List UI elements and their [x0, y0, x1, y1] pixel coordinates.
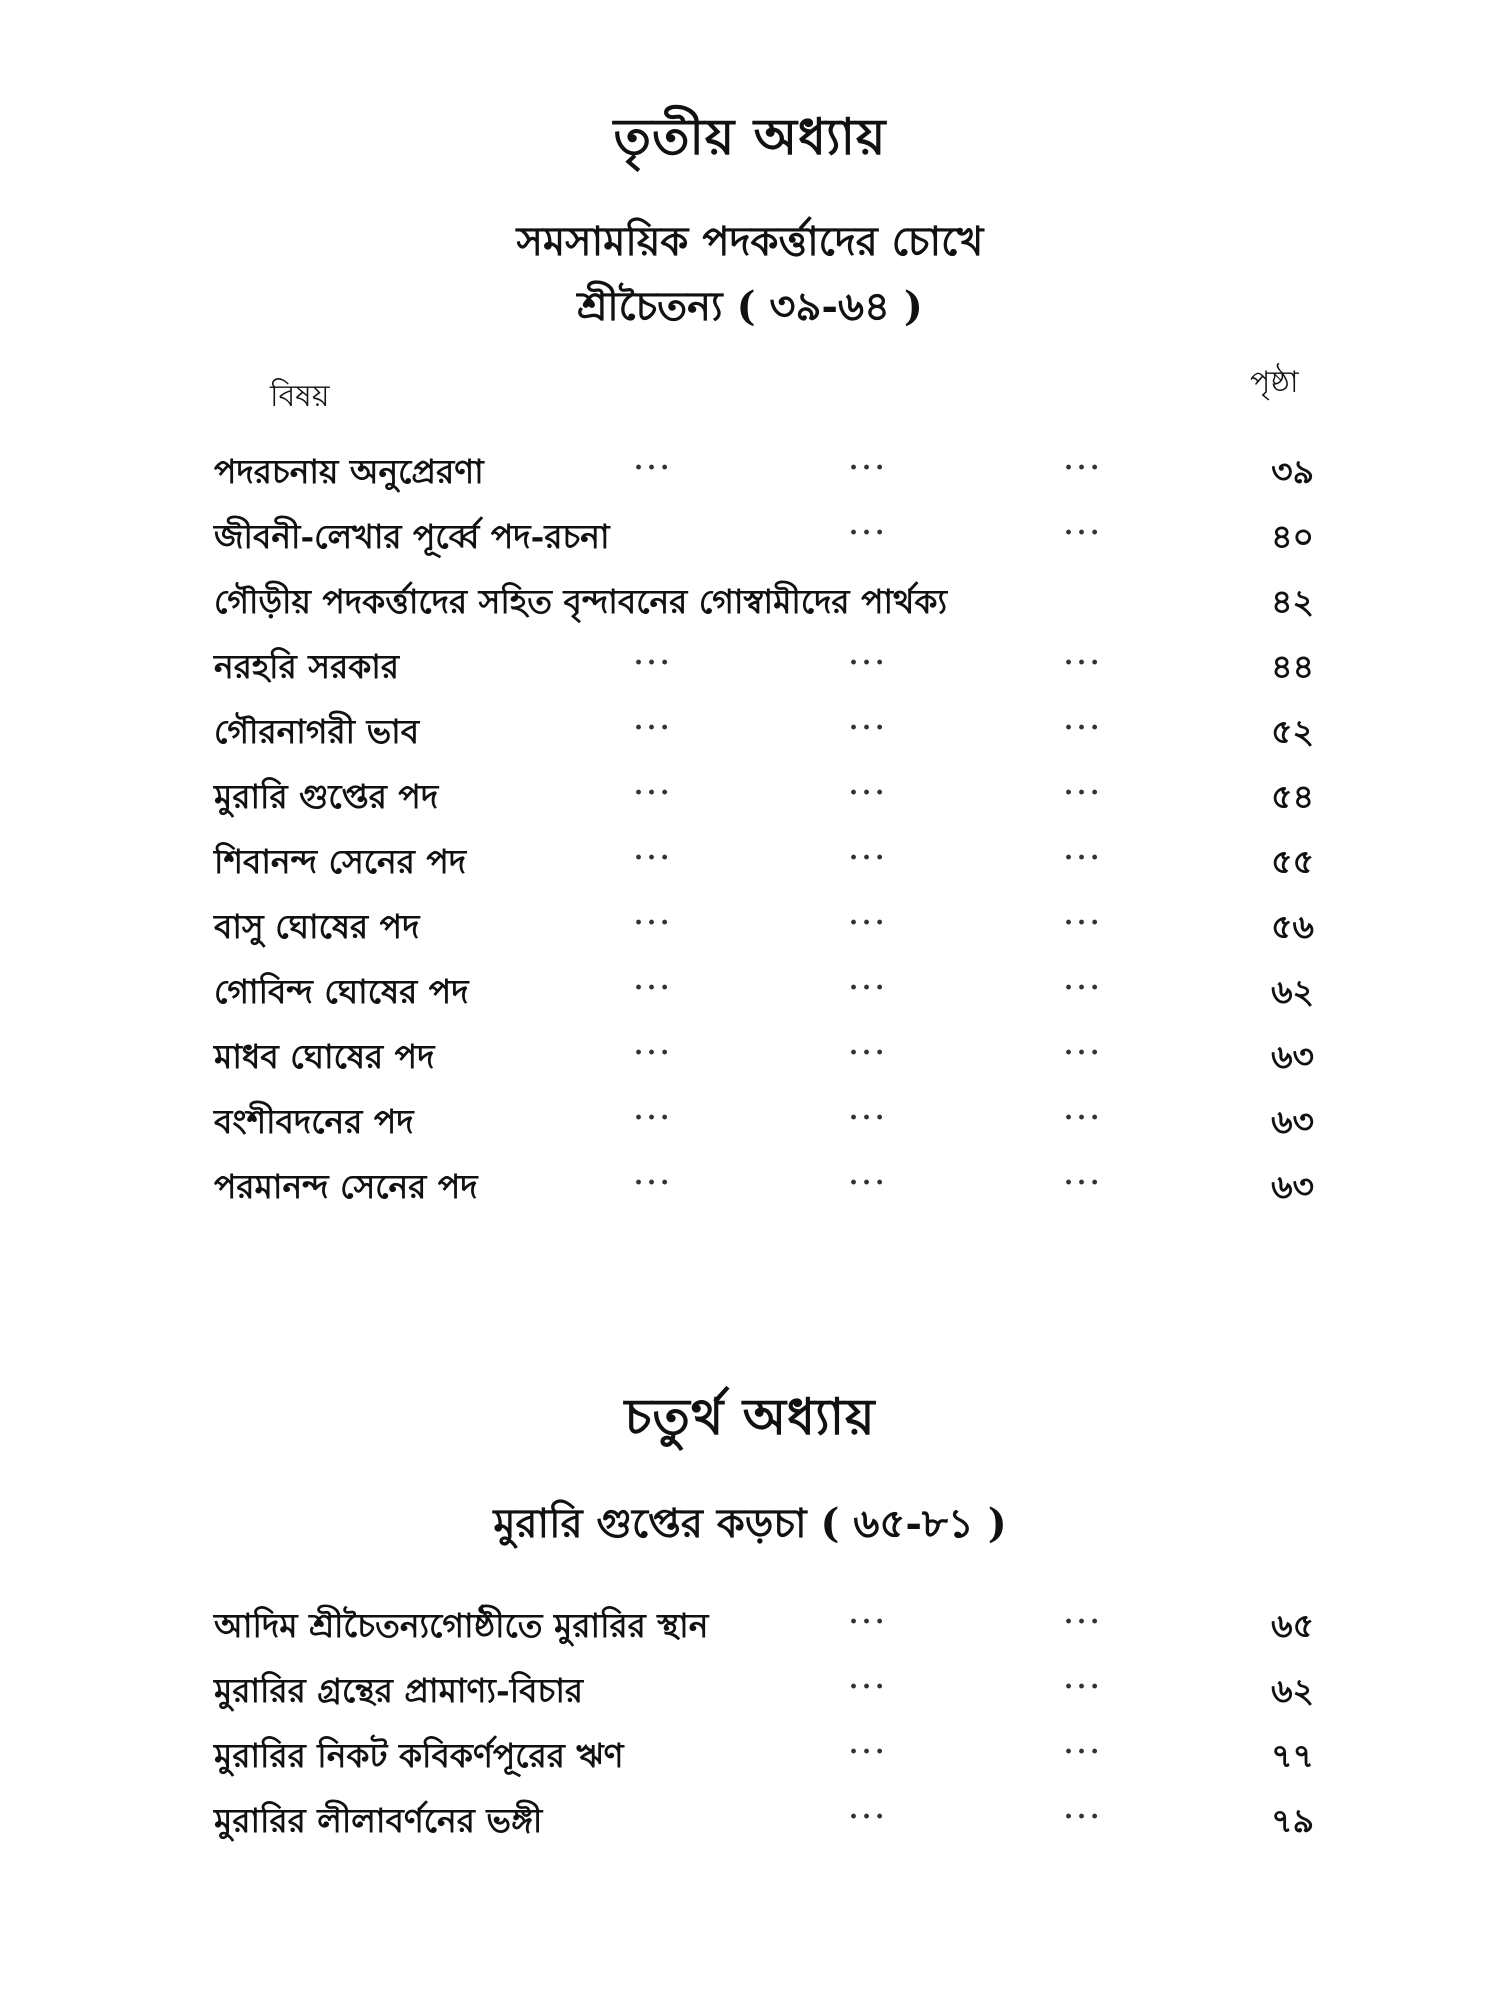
toc-page-number: ৪২ [1271, 582, 1314, 621]
toc-page-number: ৫৫ [1271, 842, 1314, 881]
leader-dots: ... [849, 641, 889, 671]
toc-topic: পদরচনায় অনুপ্রেরণা [214, 452, 484, 491]
chapter4-subtitle: মুরারি গুপ্তের কড়চা ( ৬৫-৮১ ) [493, 1500, 1007, 1547]
chapter3-subtitle-line2: শ্রীচৈতন্য ( ৩৯-৬৪ ) [577, 283, 923, 330]
toc-row [214, 1730, 1314, 1780]
leader-dots: ... [634, 836, 674, 866]
toc-topic: নরহরি সরকার [214, 647, 400, 686]
leader-dots: ... [634, 966, 674, 996]
toc-page-number: ৫৬ [1271, 907, 1314, 946]
leader-dots: ... [1064, 1730, 1104, 1760]
leader-dots: ... [849, 446, 889, 476]
toc-row [214, 576, 1314, 626]
toc-topic: মুরারি গুপ্তের পদ [214, 777, 439, 816]
leader-dots: ... [1064, 1795, 1104, 1825]
toc-topic: আদিম শ্রীচৈতন্যগোষ্ঠীতে মুরারির স্থান [214, 1606, 709, 1645]
toc-row [214, 1665, 1314, 1715]
leader-dots: ... [634, 1031, 674, 1061]
leader-dots: ... [1064, 836, 1104, 866]
toc-topic: মুরারির গ্রন্থের প্রামাণ্য-বিচার [214, 1671, 584, 1710]
leader-dots: ... [634, 706, 674, 736]
leader-dots: ... [1064, 1665, 1104, 1695]
leader-dots: ... [634, 446, 674, 476]
toc-page-number: ৩৯ [1271, 452, 1314, 491]
leader-dots: ... [1064, 446, 1104, 476]
leader-dots: ... [1064, 641, 1104, 671]
toc-page-number: ৬৫ [1271, 1606, 1314, 1645]
toc-row [214, 641, 1314, 691]
toc-topic: মুরারির লীলাবর্ণনের ভঙ্গী [214, 1801, 543, 1840]
toc-row [214, 1600, 1314, 1650]
toc-row [214, 836, 1314, 886]
column-label-page: পৃষ্ঠা [1250, 365, 1299, 400]
toc-topic: বংশীবদনের পদ [214, 1102, 414, 1141]
column-label-subject: বিষয় [270, 379, 330, 414]
leader-dots: ... [634, 1161, 674, 1191]
leader-dots: ... [1064, 771, 1104, 801]
toc-page-number: ৫২ [1271, 712, 1314, 751]
toc-topic: গৌড়ীয় পদকর্ত্তাদের সহিত বৃন্দাবনের গোস্বামীদের পার্থক্য [214, 582, 948, 621]
leader-dots: ... [634, 641, 674, 671]
leader-dots: ... [849, 706, 889, 736]
leader-dots: ... [849, 1161, 889, 1191]
toc-page-number: ৬৩ [1271, 1102, 1314, 1141]
leader-dots: ... [1064, 966, 1104, 996]
toc-row [214, 1031, 1314, 1081]
leader-dots: ... [849, 511, 889, 541]
toc-topic: বাসু ঘোষের পদ [214, 907, 420, 946]
leader-dots: ... [849, 901, 889, 931]
leader-dots: ... [1064, 1096, 1104, 1126]
toc-topic: পরমানন্দ সেনের পদ [214, 1167, 478, 1206]
leader-dots: ... [849, 1600, 889, 1630]
leader-dots: ... [849, 1096, 889, 1126]
leader-dots: ... [1064, 901, 1104, 931]
toc-page-number: ৬৩ [1271, 1167, 1314, 1206]
chapter4-title: চতুর্থ অধ্যায় [624, 1387, 876, 1446]
toc-row [214, 511, 1314, 561]
chapter3-title: তৃতীয় অধ্যায় [613, 107, 887, 166]
toc-row [214, 771, 1314, 821]
toc-page-number: ৬২ [1271, 972, 1314, 1011]
toc-row [214, 706, 1314, 756]
toc-page-number: ৪০ [1271, 517, 1314, 556]
leader-dots: ... [1064, 1161, 1104, 1191]
leader-dots: ... [1064, 511, 1104, 541]
leader-dots: ... [1064, 1031, 1104, 1061]
leader-dots: ... [849, 1795, 889, 1825]
toc-row [214, 446, 1314, 496]
toc-row [214, 966, 1314, 1016]
toc-topic: জীবনী-লেখার পূর্ব্বে পদ-রচনা [214, 517, 610, 556]
toc-page-number: ৫৪ [1271, 777, 1314, 816]
toc-topic: শিবানন্দ সেনের পদ [214, 842, 467, 881]
toc-topic: গৌরনাগরী ভাব [214, 712, 420, 751]
leader-dots: ... [849, 1665, 889, 1695]
toc-page-number: ৭৯ [1271, 1801, 1314, 1840]
leader-dots: ... [849, 771, 889, 801]
leader-dots: ... [634, 1096, 674, 1126]
leader-dots: ... [849, 836, 889, 866]
toc-page-number: ৭৭ [1271, 1736, 1314, 1775]
leader-dots: ... [849, 966, 889, 996]
toc-page-number: ৬৩ [1271, 1037, 1314, 1076]
toc-page-number: ৬২ [1271, 1671, 1314, 1710]
leader-dots: ... [849, 1730, 889, 1760]
toc-row [214, 1096, 1314, 1146]
toc-row [214, 901, 1314, 951]
toc-topic: গোবিন্দ ঘোষের পদ [214, 972, 469, 1011]
toc-row [214, 1795, 1314, 1845]
chapter3-subtitle-line1: সমসাময়িক পদকর্ত্তাদের চোখে [516, 218, 984, 265]
leader-dots: ... [634, 901, 674, 931]
toc-page-number: ৪৪ [1271, 647, 1314, 686]
toc-topic: মাধব ঘোষের পদ [214, 1037, 435, 1076]
leader-dots: ... [1064, 706, 1104, 736]
leader-dots: ... [1064, 1600, 1104, 1630]
toc-row [214, 1161, 1314, 1211]
toc-topic: মুরারির নিকট কবিকর্ণপূরের ঋণ [214, 1736, 624, 1775]
leader-dots: ... [634, 771, 674, 801]
leader-dots: ... [849, 1031, 889, 1061]
